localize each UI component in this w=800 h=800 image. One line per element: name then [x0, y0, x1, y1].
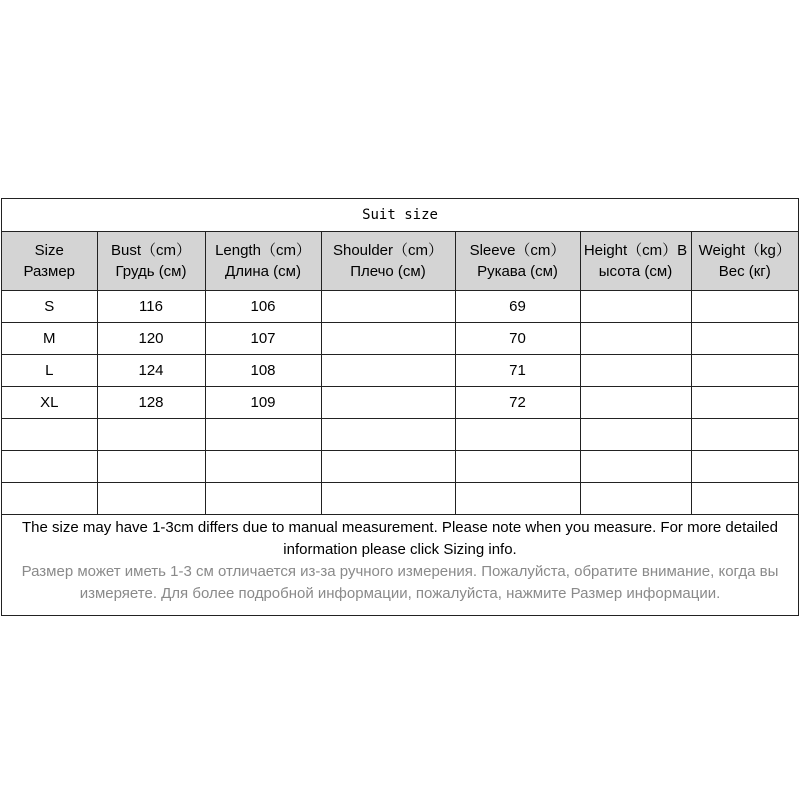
note-russian: Размер может иметь 1-3 см отличается из-за ручного измерения. Пожалуйста, обратите внимание, когда вы измеряете. Для более подробной информации, пожалуйста, нажмите Размер информации.	[21, 563, 779, 602]
table-row	[2, 355, 798, 387]
table-cell	[97, 419, 205, 451]
column-header-label-ru: Грудь (см)	[115, 263, 187, 280]
table-cell: 69	[455, 291, 580, 323]
chart-title: Suit size	[2, 199, 798, 232]
table-cell: 120	[97, 323, 205, 355]
table-cell	[205, 483, 321, 515]
column-header-label-ru: Рукава (см)	[477, 263, 558, 280]
column-header-label-ru: Плечо (см)	[350, 263, 426, 280]
table-cell: 109	[205, 387, 321, 419]
column-header	[2, 232, 97, 291]
table-cell: 70	[455, 323, 580, 355]
table-cell	[580, 387, 691, 419]
column-header	[691, 232, 798, 291]
table-cell	[455, 483, 580, 515]
table-row	[2, 419, 798, 451]
table-cell	[580, 419, 691, 451]
table-row	[2, 451, 798, 483]
table-row	[2, 291, 798, 323]
table-cell	[321, 355, 455, 387]
table-cell: 116	[97, 291, 205, 323]
table-cell	[321, 483, 455, 515]
table-cell: 106	[205, 291, 321, 323]
table-cell	[455, 419, 580, 451]
table-cell: M	[2, 323, 97, 355]
header-row	[2, 232, 798, 291]
table-cell	[691, 291, 798, 323]
table-cell: 108	[205, 355, 321, 387]
table-cell: 107	[205, 323, 321, 355]
table-cell	[455, 451, 580, 483]
table-cell	[2, 483, 97, 515]
table-cell: 124	[97, 355, 205, 387]
column-header-label-ru: Вес (кг)	[718, 263, 771, 280]
note-english: The size may have 1-3cm differs due to manual measurement. Please note when you measure. For more detailed information please click Sizing info.	[22, 519, 778, 558]
table-cell	[580, 291, 691, 323]
table-row	[2, 483, 798, 515]
size-chart	[1, 198, 799, 616]
table-cell	[321, 451, 455, 483]
column-header-label: Bust（cm）	[110, 242, 191, 259]
measurement-note	[2, 515, 798, 615]
table-cell: S	[2, 291, 97, 323]
table-cell: 128	[97, 387, 205, 419]
table-cell	[205, 451, 321, 483]
column-header-label: Size	[34, 242, 64, 259]
table-cell	[580, 451, 691, 483]
table-cell	[691, 419, 798, 451]
table-cell: 72	[455, 387, 580, 419]
table-cell	[205, 419, 321, 451]
table-cell	[321, 291, 455, 323]
column-header-label: Length（cm）	[215, 242, 311, 259]
table-cell	[691, 387, 798, 419]
column-header	[97, 232, 205, 291]
column-header-label-ru: Размер	[23, 263, 76, 280]
table-cell	[321, 323, 455, 355]
column-header-label: Weight（kg）	[698, 242, 791, 259]
table-cell	[2, 451, 97, 483]
column-header	[455, 232, 580, 291]
table-cell	[321, 387, 455, 419]
table-cell	[691, 451, 798, 483]
table-cell	[580, 355, 691, 387]
column-header-label: Height（cm）В	[583, 242, 688, 259]
size-table	[2, 232, 798, 515]
table-row	[2, 323, 798, 355]
table-cell	[321, 419, 455, 451]
table-cell	[2, 419, 97, 451]
column-header-label-ru: ысота (см)	[598, 263, 673, 280]
table-cell: XL	[2, 387, 97, 419]
table-cell: L	[2, 355, 97, 387]
table-cell	[580, 323, 691, 355]
table-cell	[691, 355, 798, 387]
column-header	[321, 232, 455, 291]
column-header-label: Shoulder（cm）	[332, 242, 444, 259]
column-header-label: Sleeve（cm）	[469, 242, 566, 259]
column-header	[205, 232, 321, 291]
table-cell	[691, 323, 798, 355]
column-header-label-ru: Длина (см)	[225, 263, 301, 280]
table-row	[2, 387, 798, 419]
column-header	[580, 232, 691, 291]
table-cell	[97, 451, 205, 483]
table-cell	[691, 483, 798, 515]
table-cell	[580, 483, 691, 515]
table-cell	[97, 483, 205, 515]
table-cell: 71	[455, 355, 580, 387]
